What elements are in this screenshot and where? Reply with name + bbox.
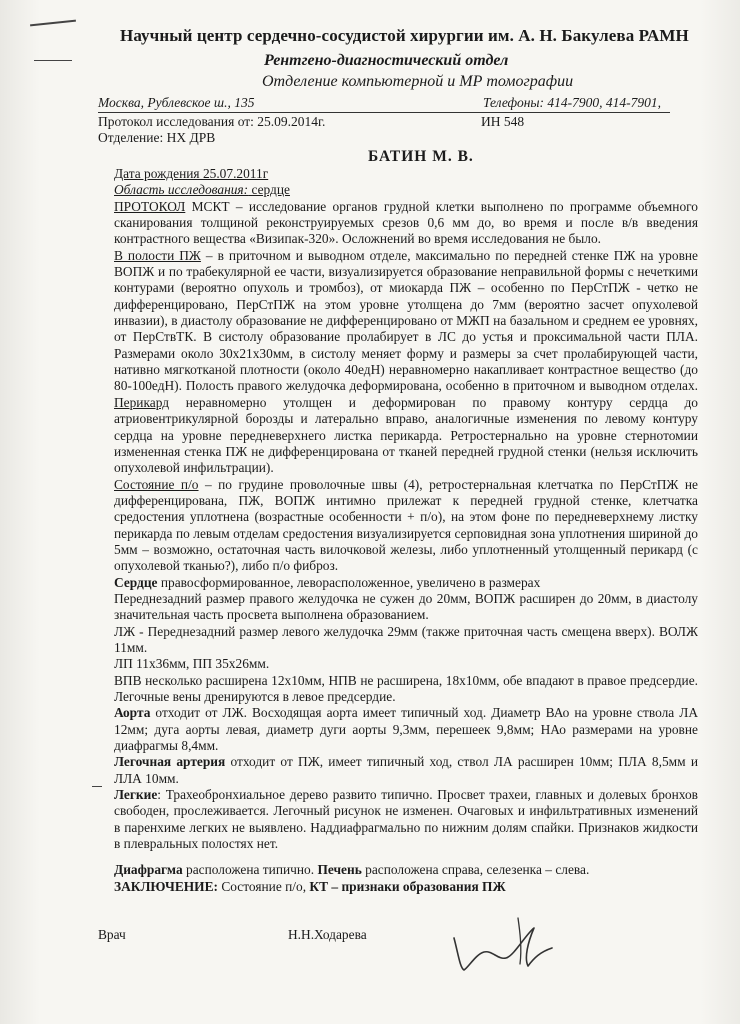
- report-body: [114, 166, 698, 895]
- heart-label: Сердце: [114, 574, 158, 590]
- diaphragm-text: расположена типично.: [182, 862, 318, 878]
- heart-text: правосформированное, леворасположенное, увеличено в размерах: [157, 574, 541, 590]
- postop-text: – по грудине проволочные швы (4), ретростернальная клетчатка по ПерСтПЖ не дифференцирована, ПЖ, ВОПЖ интимно прилежат к передней грудной стенке, клетчатка средостения уплотнена (возрастные особенности + п/о), на этом фоне по передневерхнему листку перикарда по левым отделам средостения визуализируется серповидная зона уплотнения шириной до 5мм – возможно, остаточная часть вилочковой железы, либо уплотненный утолщенный перикард (с опухолевой тканью?), либо п/о фиброз.: [114, 476, 698, 574]
- department-line: Отделение: НХ ДРВ: [98, 130, 216, 145]
- rv-size-paragraph: Переднезадний размер правого желудочка не сужен до 20мм, ВОПЖ расширен до 20мм, в диастолу значительная часть просвета выполнена образованием.: [114, 590, 698, 623]
- conclusion-paragraph: [114, 879, 698, 895]
- lungs-text: : Трахеобронхиальное дерево развито типично. Просвет трахеи, главных и долевых бронхов свободен, прослеживается. Легочный рисунок не изменен. Очаговых и инфильтративных изменений в паренхиме легких не выявлено. Наддиафрагмально по нижним долям спайки. Признаков жидкости в плевральных полостях нет.: [114, 787, 698, 852]
- protocol-text: МСКТ – исследование органов грудной клетки выполнено по программе объемного сканирования толщиной реконструируемых срезов 0,6 мм до, во время и после в/в введения контрастного вещества «Визипак-320». Осложнений во время исследования не было.: [114, 198, 698, 247]
- lungs-label: Легкие: [114, 787, 158, 803]
- pulmonary-artery-label: Легочная артерия: [114, 754, 226, 770]
- rv-cavity-label: В полости ПЖ: [114, 247, 201, 263]
- pulmonary-artery-text: отходит от ПЖ, имеет типичный ход, ствол ЛА расширен 10мм; ПЛА 8,5мм и ЛЛА 10мм.: [114, 754, 698, 786]
- pericardium-label: Перикард: [114, 394, 170, 410]
- institution-title: Научный центр сердечно-сосудистой хирургии им. А. Н. Бакулева РАМН: [120, 26, 689, 45]
- rv-cavity-paragraph: [114, 248, 698, 477]
- liver-label: Печень: [317, 862, 362, 878]
- protocol-label: ПРОТОКОЛ: [114, 198, 186, 214]
- diaphragm-paragraph: [114, 862, 698, 878]
- liver-text: расположена справа, селезенка – слева.: [361, 862, 590, 878]
- doctor-name: Н.Н.Ходарева: [288, 927, 367, 942]
- aorta-paragraph: [114, 705, 698, 754]
- diaphragm-label: Диафрагма: [114, 862, 183, 878]
- doctor-label: Врач: [98, 927, 126, 942]
- scan-edge-mark: [34, 60, 72, 61]
- patient-id: ИН 548: [481, 114, 525, 129]
- conclusion-finding: КТ – признаки образования ПЖ: [309, 878, 506, 894]
- protocol-date: Протокол исследования от: 25.09.2014г.: [98, 114, 326, 129]
- address: Москва, Рублевское ш., 135: [98, 95, 255, 110]
- patient-name: БАТИН М. В.: [368, 148, 474, 165]
- area-value: сердце: [248, 182, 290, 198]
- pulmonary-artery-paragraph: [114, 754, 698, 787]
- scan-edge-mark: [92, 786, 102, 787]
- area-line: [114, 182, 698, 198]
- conclusion-text: Состояние п/о,: [217, 878, 310, 894]
- spacer: [114, 852, 698, 862]
- atria-paragraph: ЛП 11х36мм, ПП 35х26мм.: [114, 656, 270, 672]
- dob-line: [114, 166, 698, 182]
- subdepartment-title: Отделение компьютерной и МР томографии: [262, 73, 574, 90]
- lungs-paragraph: [114, 787, 698, 852]
- doctor-row: [98, 927, 478, 943]
- conclusion-label: ЗАКЛЮЧЕНИЕ:: [114, 878, 218, 894]
- address-line: [98, 95, 670, 113]
- area-label: Область исследования:: [114, 182, 249, 198]
- aorta-text: отходит от ЛЖ. Восходящая аорта имеет типичный ход. Диаметр ВАо на уровне ствола ЛА 12мм; дуга аорты левая, диаметр дуги аорты 9,3мм, перешеек 9,8мм; НАо размерами на уровне диафрагмы 8,4мм.: [114, 705, 698, 754]
- vena-cava-paragraph: ВПВ несколько расширена 12х10мм, НПВ не расширена, 18х10мм, обе впадают в правое предсердие. Легочные вены дренируются в левое предсердие.: [114, 672, 698, 704]
- dob: Дата рождения 25.07.2011г: [114, 166, 269, 181]
- scan-edge-mark: [30, 20, 76, 27]
- postop-paragraph: [114, 477, 698, 575]
- aorta-label: Аорта: [114, 705, 151, 721]
- department-title: Рентгено-диагностический отдел: [264, 52, 509, 69]
- protocol-paragraph: [114, 199, 698, 248]
- lv-size-paragraph: ЛЖ - Переднезадний размер левого желудочка 29мм (также приточная часть смещена вверх). ВОЛЖ 11мм.: [114, 623, 698, 655]
- pericardium-text: неравномерно утолщен и деформирован по правому контуру сердца до атриовентрикулярной борозды и латерально вправо, аналогичные изменения по левому контуру сердца на уровне передневерхнего листка перикарда. Ретростернально на уровне стернотомии измененная стенка ПЖ не дифференцирована от тканей передней грудной стенки (нельзя исключить опухолевой инфильтрации).: [114, 394, 698, 476]
- handwritten-signature: [448, 908, 558, 978]
- rv-cavity-text: – в приточном и выводном отделе, максимально по передней стенке ПЖ на уровне ВОПЖ и по трабекулярной ее части, визуализируется образование неправильной формы с нечеткими контурами (вероятно опухоль и тромбоз), от миокарда ПЖ – особенно по ПерСтПЖ - четко не дифференцировано, ПерСтПЖ на этом уровне утолщена до 7мм (вероятно засчет опухолевой инвазии), в диастолу образование не дифференцировано от МЖП на базальном и среднем ее уровнях, от ПерСтвТК. В систолу образование пролабирует в ЛС до устья и проксимальной части ПЛА. Размерами около 30х21х30мм, в систолу меняет форму и размеры за счет пролабирующей части, нативно мягкотканой плотности (около 40едН) неравномерно накапливает контрастное вещество (до 80-100едН). Полость правого желудочка деформирована, особенно в приточном и выводном отделах.: [114, 247, 698, 394]
- postop-label: Состояние п/о: [114, 476, 199, 492]
- heart-paragraph: [114, 575, 698, 591]
- phones: Телефоны: 414-7900, 414-7901,: [483, 95, 662, 110]
